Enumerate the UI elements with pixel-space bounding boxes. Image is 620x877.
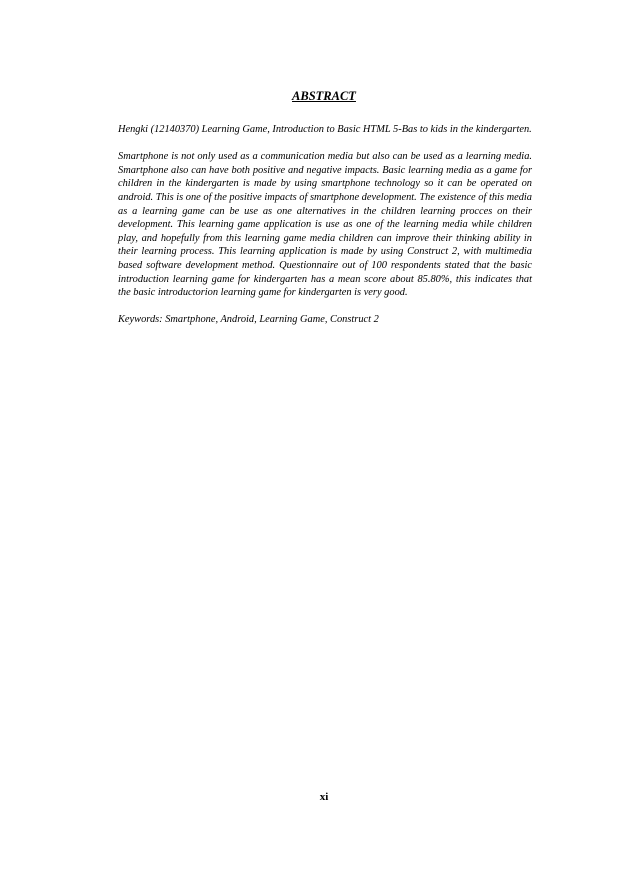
abstract-content — [118, 123, 532, 341]
page-title: ABSTRACT — [292, 89, 356, 103]
keywords-paragraph: Keywords: Smartphone, Android, Learning Game, Construct 2 — [118, 314, 379, 326]
page-number: xi — [319, 791, 329, 803]
citation-paragraph: Hengki (12140370) Learning Game, Introduction to Basic HTML 5-Bas to kids in the kindergarten. — [118, 124, 532, 135]
abstract-paragraph: Smartphone is not only used as a communication media but also can be used as a learning media. Smartphone also can have both positive and negative impacts. Basic learning media as a game for children in the kindergarten is made by using smartphone technology so it can be operated on android. This is one of the positive impacts of smartphone development. The existence of this media as a learning game can be use as one alternatives in the children learning procces on their development. This learning game application is use as one of the learning media while children play, and hopefully from this learning game media children can improve their thinking ability in their learning process. This learning application is made by using Construct 2, with multimedia based software development method. Questionnaire out of 100 respondents stated that the basic introduction learning game for kindergarten has a mean score about 85.80%, this indicates that the basic introductorion learning game for kindergarten is very good. — [118, 151, 532, 299]
